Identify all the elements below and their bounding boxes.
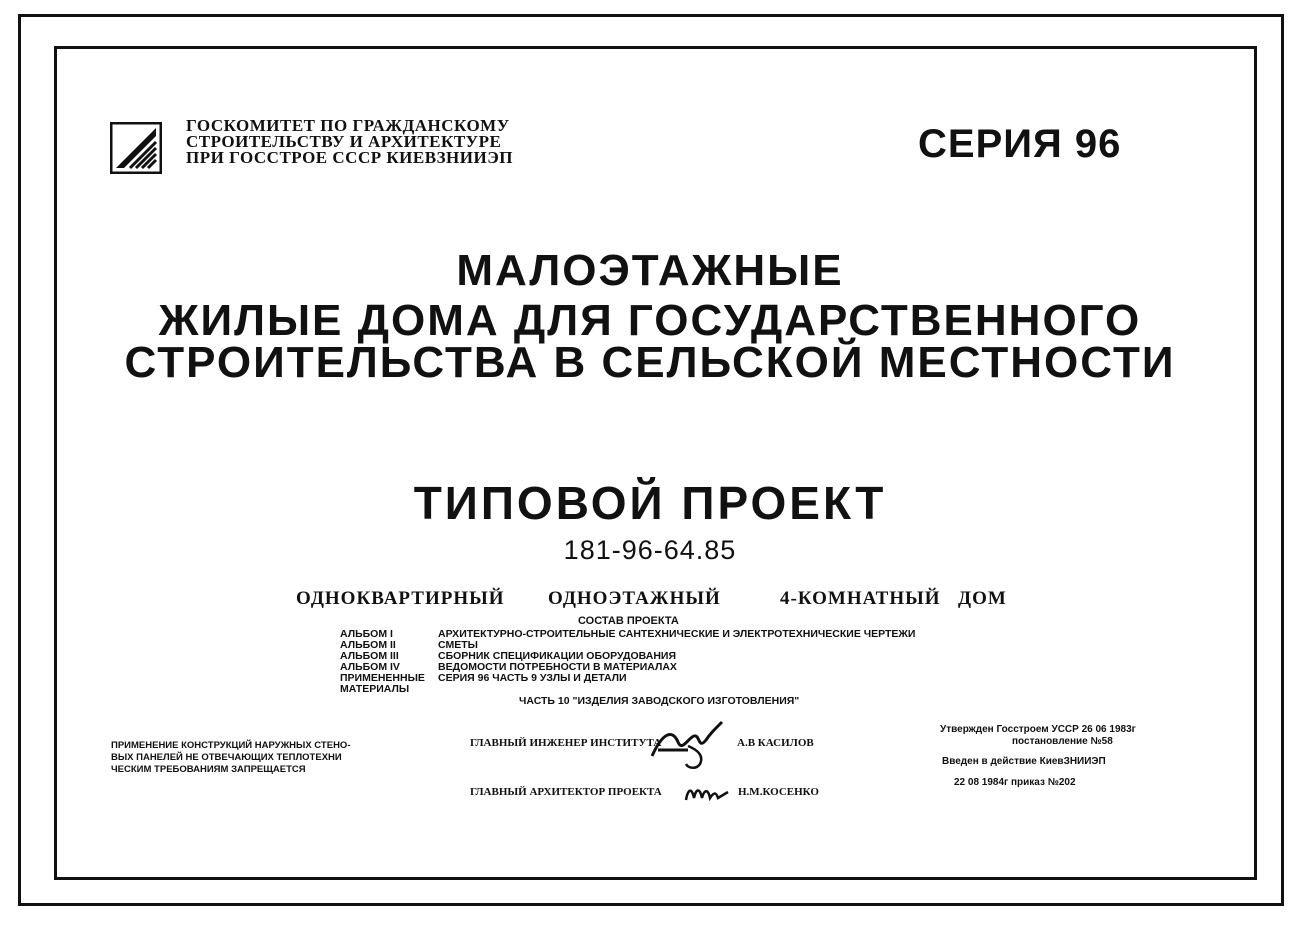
composition-heading: СОСТАВ ПРОЕКТА [578, 615, 679, 627]
title-line-3: СТРОИТЕЛЬСТВА В СЕЛЬСКОЙ МЕСТНОСТИ [124, 338, 1176, 387]
approval-line: Введен в действие КиевЗНИИЭП [942, 756, 1106, 767]
album-text: СБОРНИК СПЕЦИФИКАЦИИ ОБОРУДОВАНИЯ [438, 650, 676, 662]
title-line-2: ЖИЛЫЕ ДОМА ДЛЯ ГОСУДАРСТВЕННОГО [158, 296, 1142, 345]
house-desc-part: ОДНОЭТАЖНЫЙ [548, 588, 721, 609]
album-label: АЛЬБОМ II [340, 639, 396, 651]
chief-engineer-label: ГЛАВНЫЙ ИНЖЕНЕР ИНСТИТУТА [470, 737, 662, 749]
approval-line: 22 08 1984г приказ №202 [954, 777, 1076, 788]
album-label: АЛЬБОМ III [340, 650, 399, 662]
chief-engineer-name: А.В КАСИЛОВ [737, 737, 814, 749]
album-text: АРХИТЕКТУРНО-СТРОИТЕЛЬНЫЕ САНТЕХНИЧЕСКИЕ И ЭЛЕКТРОТЕХНИЧЕСКИЕ ЧЕРТЕЖИ [438, 628, 916, 640]
album-text: СЕРИЯ 96 ЧАСТЬ 9 УЗЛЫ И ДЕТАЛИ [438, 672, 627, 684]
chief-architect-label: ГЛАВНЫЙ АРХИТЕКТОР ПРОЕКТА [470, 786, 662, 798]
album-label: МАТЕРИАЛЫ [340, 683, 410, 695]
house-desc-part: 4-КОМНАТНЫЙ [780, 588, 941, 609]
album-labels [340, 629, 425, 695]
album-text: ВЕДОМОСТИ ПОТРЕБНОСТИ В МАТЕРИАЛАХ [438, 661, 677, 673]
album-label: АЛЬБОМ IV [340, 661, 400, 673]
note-line: ЧЕСКИМ ТРЕБОВАНИЯМ ЗАПРЕЩАЕТСЯ [111, 764, 306, 775]
album-text: СМЕТЫ [438, 639, 478, 651]
series-label: СЕРИЯ 96 [918, 122, 1122, 166]
album-descriptions [438, 629, 915, 684]
album-label: АЛЬБОМ I [340, 628, 393, 640]
institute-logo [110, 122, 162, 174]
organization-line: ГОСКОМИТЕТ ПО ГРАЖДАНСКОМУ [186, 116, 510, 135]
approval-line: Утвержден Госстроем УССР 26 06 1983г [940, 724, 1136, 735]
approval-line: постановление №58 [1012, 736, 1113, 747]
house-desc-part: ОДНОКВАРТИРНЫЙ [296, 588, 505, 609]
note-line: ПРИМЕНЕНИЕ КОНСТРУКЦИЙ НАРУЖНЫХ СТЕНО- [111, 740, 351, 751]
organization-line: СТРОИТЕЛЬСТВУ И АРХИТЕКТУРЕ [186, 132, 502, 151]
signature-icon [648, 716, 728, 772]
house-desc-part: ДОМ [958, 588, 1007, 609]
organization-line: ПРИ ГОССТРОЕ СССР КИЕВЗНИИЭП [186, 148, 513, 167]
album-label: ПРИМЕНЕННЫЕ [340, 672, 425, 684]
chief-architect-name: Н.М.КОСЕНКО [738, 786, 819, 798]
note-line: ВЫХ ПАНЕЛЕЙ НЕ ОТВЕЧАЮЩИХ ТЕПЛОТЕХНИ [111, 752, 342, 763]
part10-text: ЧАСТЬ 10 "ИЗДЕЛИЯ ЗАВОДСКОГО ИЗГОТОВЛЕНИЯ" [519, 695, 800, 707]
restriction-note [111, 740, 350, 776]
project-type: ТИПОВОЙ ПРОЕКТ [413, 477, 887, 529]
title-line-1: МАЛОЭТАЖНЫЕ [456, 246, 844, 295]
organization-name [186, 118, 513, 166]
signature-icon [682, 780, 732, 806]
project-code: 181-96-64.85 [563, 535, 737, 565]
